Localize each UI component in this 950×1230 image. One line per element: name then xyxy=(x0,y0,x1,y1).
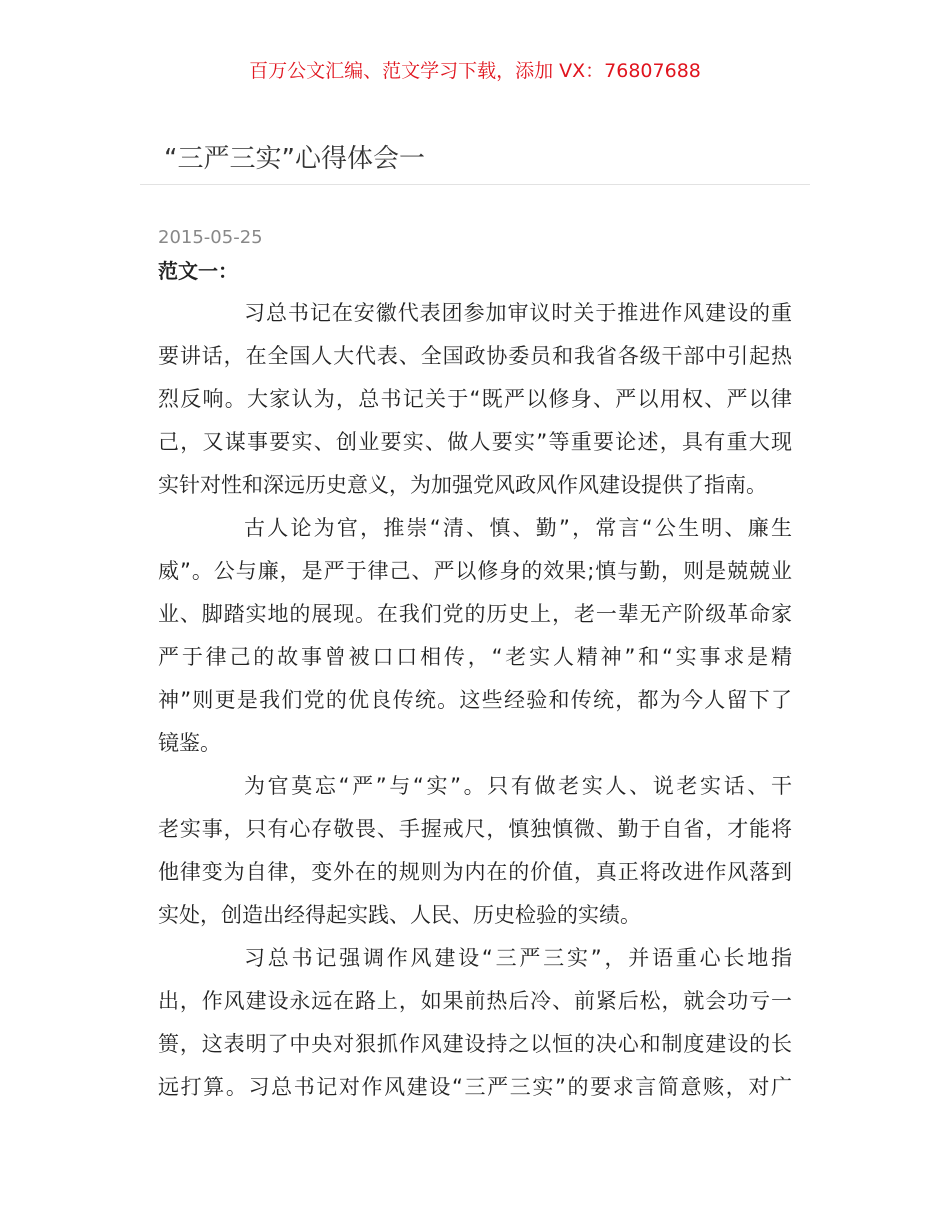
paragraph-line: 老实事，只有心存敬畏、手握戒尺，慎独慎微、勤于自省，才能将 xyxy=(158,817,792,841)
publish-date: 2015-05-25 xyxy=(158,227,263,248)
paragraph-line: 实针对性和深远历史意义，为加强党风政风作风建设提供了指南。 xyxy=(158,473,767,497)
paragraph-line: 为官莫忘“严”与“实”。只有做老实人、说老实话、干 xyxy=(244,774,792,798)
paragraph-line: 烈反响。大家认为，总书记关于“既严以修身、严以用权、严以律 xyxy=(158,387,792,411)
title-divider xyxy=(140,184,810,185)
paragraph-line: 神”则更是我们党的优良传统。这些经验和传统，都为今人留下了 xyxy=(158,688,792,712)
page-title: “三严三实”心得体会一 xyxy=(164,144,425,174)
section-label: 范文一： xyxy=(158,259,238,283)
download-banner: 百万公文汇编、范文学习下载，添加 VX：76807688 xyxy=(249,60,701,82)
paragraph-line: 他律变为自律，变外在的规则为内在的价值，真正将改进作风落到 xyxy=(158,860,792,884)
article-body xyxy=(158,292,792,1109)
paragraph-line: 篑，这表明了中央对狠抓作风建设持之以恒的决心和制度建设的长 xyxy=(158,1032,792,1056)
paragraph-line: 习总书记在安徽代表团参加审议时关于推进作风建设的重 xyxy=(244,301,792,325)
paragraph-line: 严于律己的故事曾被口口相传，“老实人精神”和“实事求是精 xyxy=(158,645,792,669)
paragraph-line: 要讲话，在全国人大代表、全国政协委员和我省各级干部中引起热 xyxy=(158,344,792,368)
paragraph-line: 己，又谋事要实、创业要实、做人要实”等重要论述，具有重大现 xyxy=(158,430,792,454)
paragraph-line: 习总书记强调作风建设“三严三实”，并语重心长地指 xyxy=(244,946,792,970)
paragraph-line: 远打算。习总书记对作风建设“三严三实”的要求言简意赅，对广 xyxy=(158,1075,792,1099)
paragraph-line: 实处，创造出经得起实践、人民、历史检验的实绩。 xyxy=(158,903,641,927)
paragraph-line: 业、脚踏实地的展现。在我们党的历史上，老一辈无产阶级革命家 xyxy=(158,602,792,626)
paragraph-line: 古人论为官，推崇“清、慎、勤”，常言“公生明、廉生 xyxy=(244,516,792,540)
paragraph-line: 威”。公与廉，是严于律己、严以修身的效果;慎与勤，则是兢兢业 xyxy=(158,559,792,583)
paragraph-line: 出，作风建设永远在路上，如果前热后冷、前紧后松，就会功亏一 xyxy=(158,989,792,1013)
paragraph-line: 镜鉴。 xyxy=(158,731,221,755)
